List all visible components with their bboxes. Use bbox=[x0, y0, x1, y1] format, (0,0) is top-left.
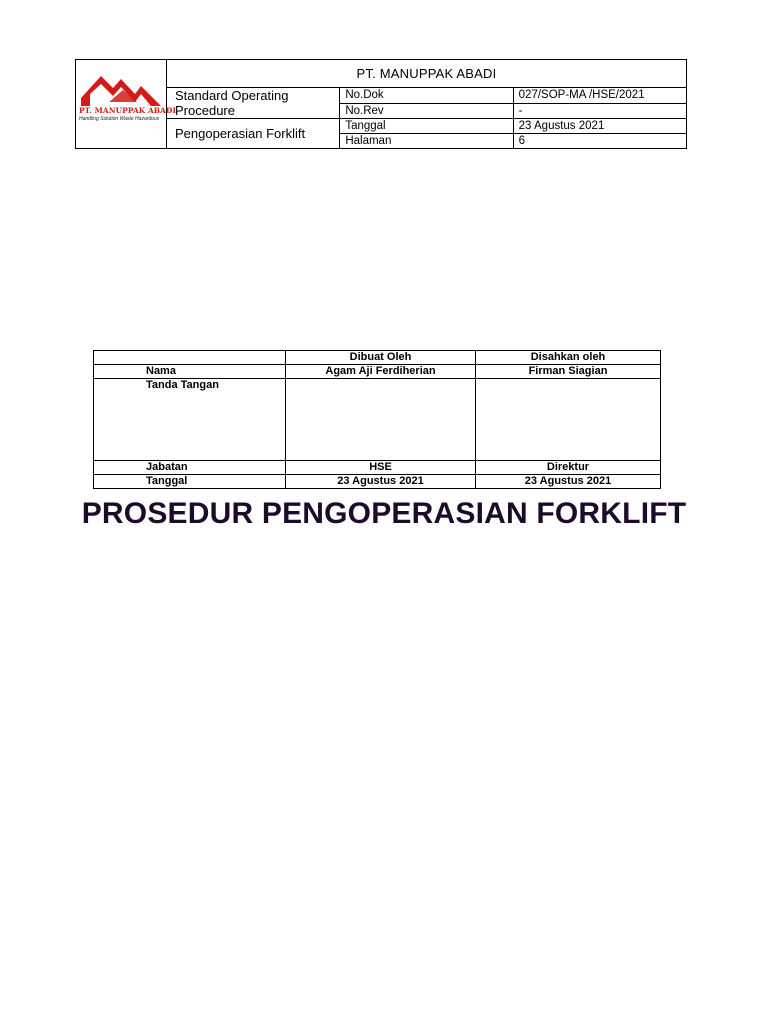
doc-subject: Pengoperasian Forklift bbox=[167, 119, 340, 149]
logo-tagline: Handling Solution Waste Hazardous bbox=[79, 116, 160, 122]
row-label: Nama bbox=[94, 365, 286, 379]
table-row bbox=[94, 379, 661, 461]
doc-type: Standard Operating Procedure bbox=[167, 88, 340, 119]
field-label: No.Dok bbox=[340, 88, 513, 104]
field-value: 6 bbox=[513, 134, 686, 149]
approval-table bbox=[93, 350, 661, 489]
table-header-cell: Dibuat Oleh bbox=[286, 351, 476, 365]
company-logo bbox=[76, 60, 177, 148]
row-label: Jabatan bbox=[94, 461, 286, 475]
table-row bbox=[94, 365, 661, 379]
row-label: Tanda Tangan bbox=[94, 379, 286, 461]
approved-by-position: Direktur bbox=[476, 461, 661, 475]
document-title: PROSEDUR PENGOPERASIAN FORKLIFT bbox=[81, 497, 687, 530]
table-header-cell bbox=[94, 351, 286, 365]
company-name: PT. MANUPPAK ABADI bbox=[167, 60, 687, 88]
made-by-position: HSE bbox=[286, 461, 476, 475]
field-label: No.Rev bbox=[340, 103, 513, 119]
approved-by-name: Firman Siagian bbox=[476, 365, 661, 379]
approved-by-date: 23 Agustus 2021 bbox=[476, 475, 661, 489]
logo-company-name: PT. MANUPPAK ABADI bbox=[79, 106, 177, 115]
table-row bbox=[94, 461, 661, 475]
made-by-name: Agam Aji Ferdiherian bbox=[286, 365, 476, 379]
approved-by-signature bbox=[476, 379, 661, 461]
field-value: 23 Agustus 2021 bbox=[513, 119, 686, 134]
logo-cell bbox=[76, 60, 177, 149]
field-label: Tanggal bbox=[340, 119, 513, 134]
field-label: Halaman bbox=[340, 134, 513, 149]
roof-logo-icon bbox=[79, 72, 163, 106]
table-row bbox=[94, 351, 661, 365]
document-header bbox=[75, 59, 687, 149]
made-by-date: 23 Agustus 2021 bbox=[286, 475, 476, 489]
table-header-cell: Disahkan oleh bbox=[476, 351, 661, 365]
field-value: - bbox=[513, 103, 686, 119]
table-row bbox=[94, 475, 661, 489]
row-label: Tanggal bbox=[94, 475, 286, 489]
made-by-signature bbox=[286, 379, 476, 461]
field-value: 027/SOP-MA /HSE/2021 bbox=[513, 88, 686, 104]
